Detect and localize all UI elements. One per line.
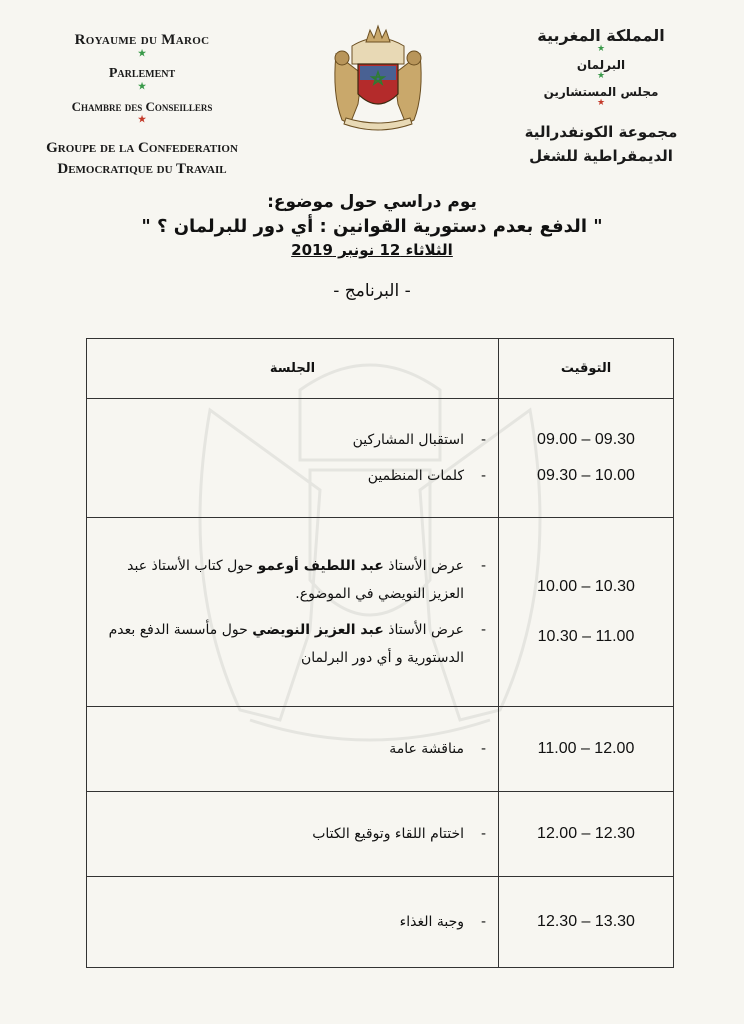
session-cell — [87, 706, 499, 791]
session-text — [99, 552, 464, 608]
session-cell — [87, 398, 499, 518]
star-icon: ★ — [137, 48, 147, 58]
session-item — [99, 616, 486, 672]
session-item — [99, 820, 486, 848]
session-text: كلمات المنظمين — [367, 468, 464, 484]
group-label-ar — [486, 120, 716, 168]
kingdom-label-fr: Royaume du Maroc — [74, 32, 210, 48]
header-right-ar — [486, 26, 716, 168]
group-line2-ar: الديمقراطية للشغل — [529, 147, 673, 165]
star-icon: ★ — [596, 71, 606, 81]
parliament-label-fr: Parlement — [108, 66, 176, 81]
time-cell — [499, 398, 674, 518]
bullet-dash: - — [480, 621, 486, 638]
parliament-label-ar: البرلمان — [576, 58, 626, 72]
time-cell — [499, 518, 674, 706]
study-day-label: يوم دراسي حول موضوع: — [267, 192, 477, 212]
star-icon: ★ — [596, 98, 606, 108]
table-header-row — [87, 339, 674, 399]
table-row — [87, 398, 674, 518]
session-item — [99, 426, 486, 454]
bullet-dash: - — [480, 913, 486, 930]
star-icon: ★ — [137, 81, 147, 91]
bullet-dash: - — [480, 825, 486, 842]
table-row — [87, 791, 674, 876]
session-text: استقبال المشاركين — [352, 432, 464, 448]
coat-of-arms-emblem — [322, 24, 434, 136]
session-column-header: الجلسة — [87, 339, 499, 399]
chamber-label-ar: مجلس المستشارين — [543, 85, 659, 99]
table-row — [87, 706, 674, 791]
time-cell — [499, 876, 674, 967]
group-line2-fr: Democratique du Travail — [57, 161, 227, 177]
title-block — [0, 192, 744, 301]
program-table — [86, 338, 674, 968]
session-text: اختتام اللقاء وتوقيع الكتاب — [312, 825, 464, 842]
speaker-name: عبد اللطيف أوعمو — [257, 557, 384, 574]
session-text-pre: عرض الأستاذ — [383, 621, 464, 638]
event-date: الثلاثاء 12 نونبر 2019 — [291, 241, 453, 259]
time-slot: 10.30 – 10.00 — [537, 577, 635, 595]
time-slot: 09.30 – 09.00 — [537, 431, 635, 448]
time-slot: 12.00 – 11.00 — [537, 739, 635, 757]
table-row — [87, 876, 674, 967]
bullet-dash: - — [480, 557, 486, 574]
time-slot: 12.30 – 12.00 — [537, 824, 635, 842]
header-left-fr — [30, 32, 254, 180]
bullet-dash: - — [480, 432, 486, 448]
bullet-dash: - — [480, 468, 486, 484]
session-text — [99, 616, 464, 672]
session-text: وجبة الغذاء — [399, 913, 464, 930]
star-icon: ★ — [596, 44, 606, 54]
session-cell — [87, 876, 499, 967]
time-slot: 10.00 – 09.30 — [537, 467, 635, 484]
time-slot: 13.30 – 12.30 — [537, 912, 635, 930]
speaker-name: عبد العزيز النويضي — [252, 621, 384, 638]
session-item — [99, 552, 486, 608]
time-column-header: التوقيت — [499, 339, 674, 399]
table-row — [87, 518, 674, 706]
star-icon: ★ — [137, 114, 147, 124]
group-line1-fr: Groupe de la Confederation — [46, 140, 238, 156]
session-text-pre: عرض الأستاذ — [383, 557, 464, 574]
time-slot: 11.00 – 10.30 — [537, 627, 635, 645]
session-item — [99, 908, 486, 936]
group-line1-ar: مجموعة الكونفدرالية — [524, 123, 678, 141]
group-label-fr — [30, 138, 254, 180]
chamber-label-fr: Chambre des Conseillers — [71, 99, 213, 114]
session-item — [99, 735, 486, 763]
bullet-dash: - — [480, 740, 486, 757]
time-cell — [499, 791, 674, 876]
session-text-post: حول مأسسة الدفع بعدم الدستورية و أي دور البرلمان — [108, 621, 464, 666]
program-heading: - البرنامج - — [333, 281, 411, 301]
time-cell — [499, 706, 674, 791]
session-text: مناقشة عامة — [389, 740, 464, 757]
session-cell — [87, 518, 499, 706]
kingdom-label-ar: المملكة المغربية — [537, 26, 665, 45]
session-cell — [87, 791, 499, 876]
session-text-post: حول كتاب الأستاذ عبد العزيز النويضي في الموضوع. — [127, 557, 464, 602]
topic-title: " الدفع بعدم دستورية القوانين : أي دور للبرلمان ؟ " — [141, 216, 603, 237]
session-item — [99, 462, 486, 490]
